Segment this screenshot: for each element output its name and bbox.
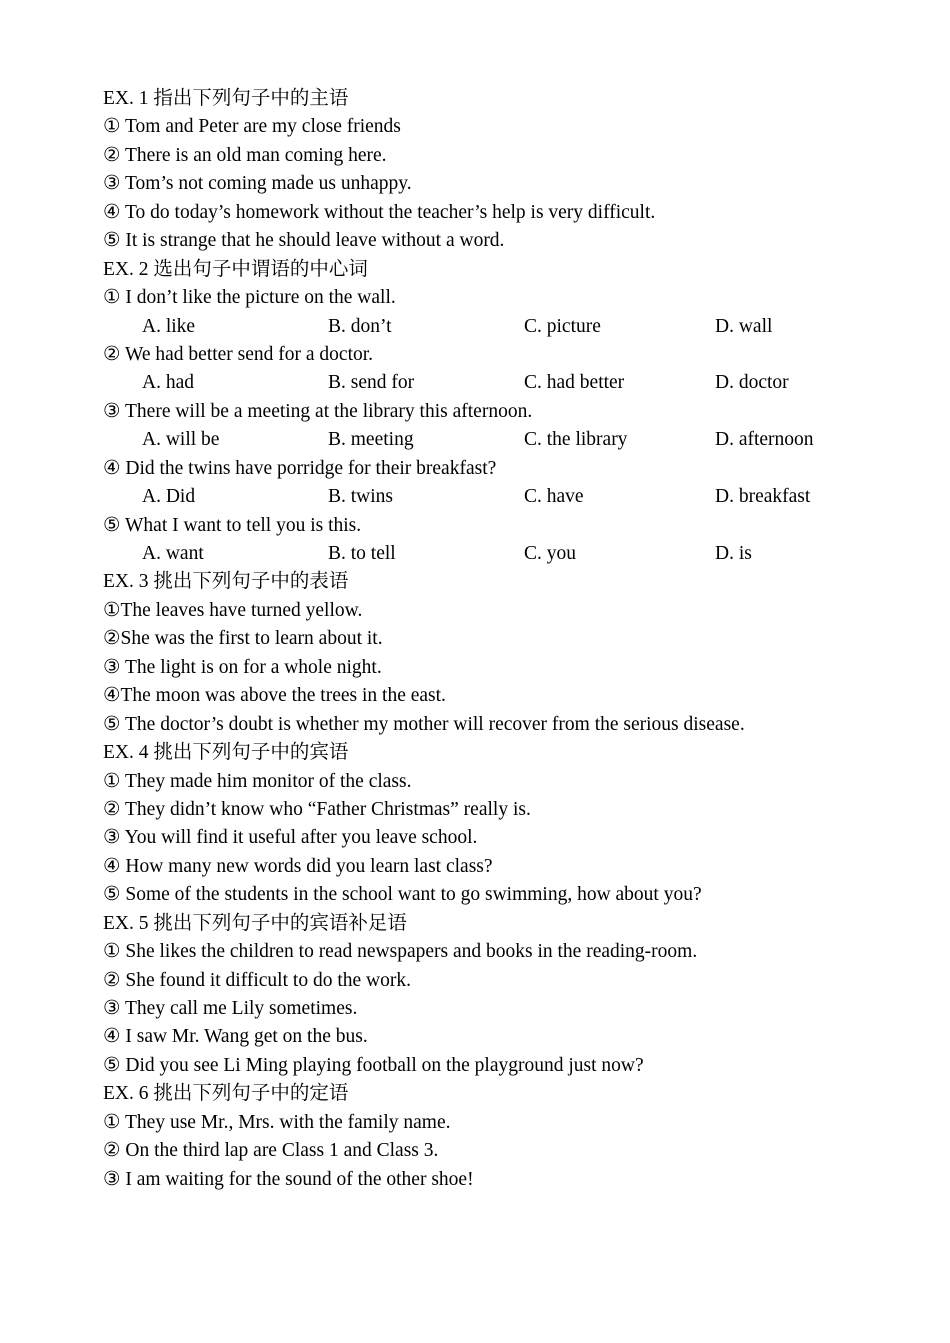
ex5-item-4: ④ I saw Mr. Wang get on the bus. (103, 1026, 368, 1048)
option-c: C. the library (524, 429, 628, 451)
ex2-options-1 (103, 313, 863, 341)
ex4-item-4: ④ How many new words did you learn last class? (103, 855, 493, 877)
ex1-item-3: ③ Tom’s not coming made us unhappy. (103, 173, 412, 195)
ex4-item-5: ⑤ Some of the students in the school want to go swimming, how about you? (103, 884, 702, 906)
ex3-item-4: ④The moon was above the trees in the east. (103, 685, 446, 707)
ex5-heading: EX. 5 挑出下列句子中的宾语补足语 (103, 912, 407, 934)
ex6-heading: EX. 6 挑出下列句子中的定语 (103, 1083, 349, 1105)
option-b: B. meeting (328, 429, 414, 451)
option-d: D. breakfast (715, 486, 811, 508)
option-c: C. picture (524, 315, 601, 337)
ex4-item-1: ① They made him monitor of the class. (103, 770, 412, 792)
ex2-options-5 (103, 540, 863, 568)
option-a: A. want (142, 543, 204, 564)
option-a: A. had (142, 372, 194, 394)
ex3-heading: EX. 3 挑出下列句子中的表语 (103, 571, 349, 593)
option-b: B. send for (328, 372, 415, 394)
option-b: B. don’t (328, 315, 392, 337)
ex1-item-4: ④ To do today’s homework without the teacher’s help is very difficult. (103, 201, 656, 223)
ex2-question-1: ① I don’t like the picture on the wall. (103, 287, 396, 309)
ex4-heading: EX. 4 挑出下列句子中的宾语 (103, 742, 349, 764)
option-d: D. doctor (715, 372, 789, 394)
ex4-item-2: ② They didn’t know who “Father Christmas” really is. (103, 798, 531, 820)
option-b: B. to tell (328, 543, 396, 564)
ex1-item-5: ⑤ It is strange that he should leave without a word. (103, 230, 505, 252)
ex5-item-1: ① She likes the children to read newspapers and books in the reading-room. (103, 941, 698, 963)
option-c: C. had better (524, 372, 625, 394)
ex2-options-4 (103, 483, 863, 511)
ex2-question-3: ③ There will be a meeting at the library this afternoon. (103, 400, 533, 422)
ex6-item-1: ① They use Mr., Mrs. with the family name. (103, 1111, 451, 1133)
option-d: D. afternoon (715, 429, 814, 451)
option-d: D. is (715, 543, 752, 564)
ex5-item-3: ③ They call me Lily sometimes. (103, 998, 358, 1019)
ex6-item-2: ② On the third lap are Class 1 and Class 3. (103, 1140, 439, 1162)
ex2-question-2: ② We had better send for a doctor. (103, 343, 374, 365)
ex3-item-3: ③ The light is on for a whole night. (103, 656, 382, 678)
option-a: A. Did (142, 486, 196, 508)
ex1-heading: EX. 1 指出下列句子中的主语 (103, 88, 349, 109)
ex1-item-1: ① Tom and Peter are my close friends (103, 116, 401, 138)
option-c: C. you (524, 543, 577, 564)
ex2-question-5: ⑤ What I want to tell you is this. (103, 514, 362, 536)
ex6-item-3: ③ I am waiting for the sound of the other shoe! (103, 1168, 474, 1190)
ex2-options-2 (103, 369, 863, 397)
worksheet-page (103, 85, 863, 1194)
option-d: D. wall (715, 315, 773, 337)
option-b: B. twins (328, 486, 394, 508)
ex3-item-5: ⑤ The doctor’s doubt is whether my mother will recover from the serious disease. (103, 713, 745, 735)
option-a: A. like (142, 315, 196, 337)
ex1-item-2: ② There is an old man coming here. (103, 144, 387, 166)
ex5-item-2: ② She found it difficult to do the work. (103, 969, 411, 991)
ex3-item-2: ②She was the first to learn about it. (103, 628, 383, 650)
ex2-options-3 (103, 426, 863, 454)
ex4-item-3: ③ You will find it useful after you leave school. (103, 827, 478, 849)
ex3-item-1: ①The leaves have turned yellow. (103, 599, 363, 621)
option-a: A. will be (142, 429, 220, 451)
ex2-question-4: ④ Did the twins have porridge for their breakfast? (103, 457, 497, 479)
ex5-item-5: ⑤ Did you see Li Ming playing football on the playground just now? (103, 1054, 644, 1076)
ex2-heading: EX. 2 选出句子中谓语的中心词 (103, 258, 368, 280)
option-c: C. have (524, 486, 584, 508)
